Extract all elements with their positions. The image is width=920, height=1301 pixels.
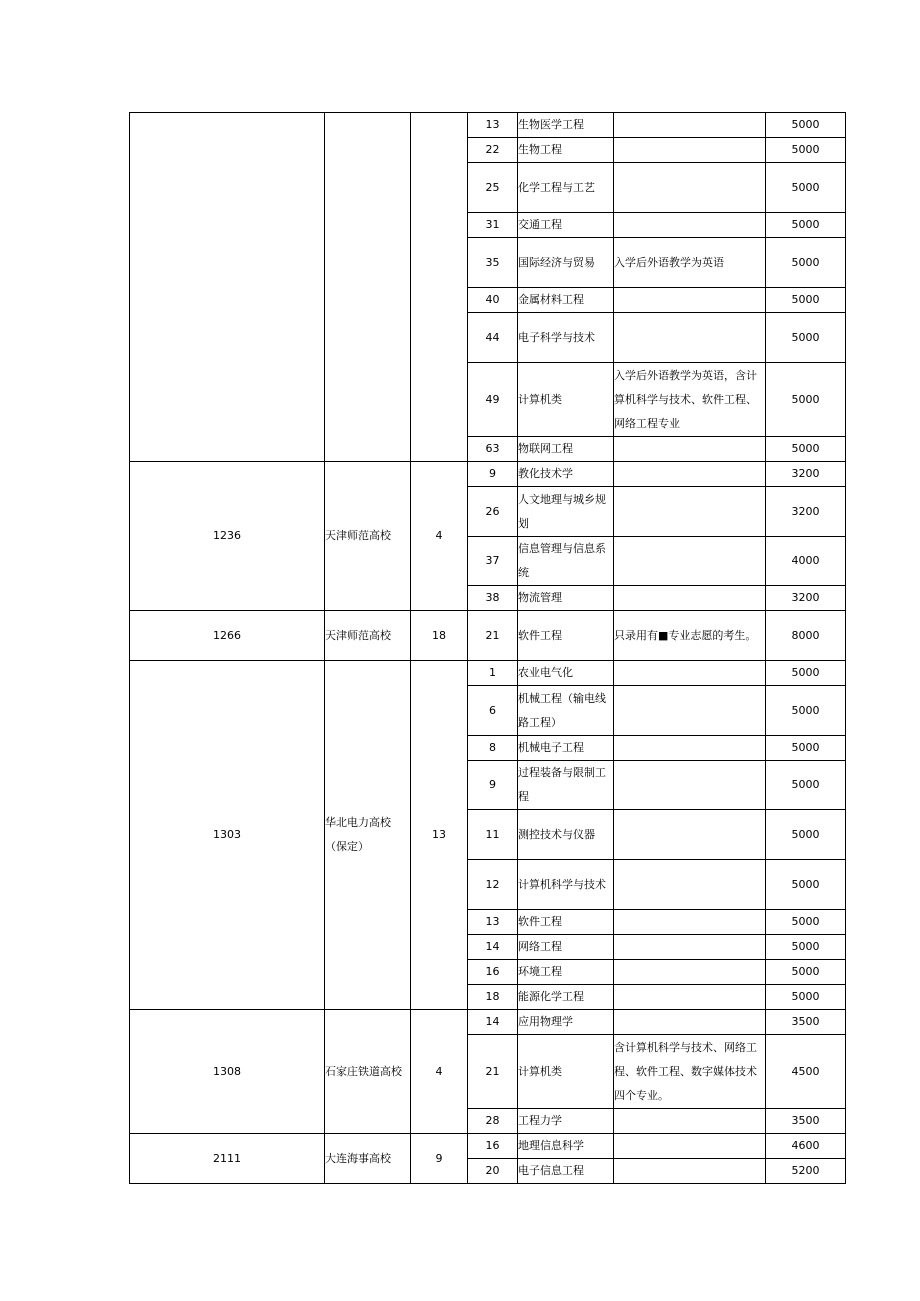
tuition-fee: 5000 bbox=[766, 935, 846, 960]
major-num: 49 bbox=[468, 363, 518, 437]
major-note bbox=[614, 860, 766, 910]
tuition-fee: 5000 bbox=[766, 213, 846, 238]
school-code-cell bbox=[130, 113, 325, 462]
major-count-cell: 4 bbox=[411, 462, 468, 611]
major-note bbox=[614, 1134, 766, 1159]
major-num: 13 bbox=[468, 910, 518, 935]
major-num: 38 bbox=[468, 586, 518, 611]
tuition-fee: 5000 bbox=[766, 288, 846, 313]
major-num: 14 bbox=[468, 1010, 518, 1035]
major-num: 6 bbox=[468, 686, 518, 736]
major-name: 电子信息工程 bbox=[518, 1159, 614, 1184]
major-name: 交通工程 bbox=[518, 213, 614, 238]
major-note bbox=[614, 462, 766, 487]
major-num: 25 bbox=[468, 163, 518, 213]
major-name: 机械工程（输电线路工程） bbox=[518, 686, 614, 736]
major-note bbox=[614, 910, 766, 935]
tuition-fee: 5000 bbox=[766, 810, 846, 860]
tuition-fee: 5000 bbox=[766, 313, 846, 363]
major-name: 化学工程与工艺 bbox=[518, 163, 614, 213]
major-name: 金属材料工程 bbox=[518, 288, 614, 313]
major-num: 31 bbox=[468, 213, 518, 238]
major-name: 电子科学与技术 bbox=[518, 313, 614, 363]
tuition-fee: 5000 bbox=[766, 910, 846, 935]
major-num: 21 bbox=[468, 1035, 518, 1109]
school-name-cell: 天津师范高校 bbox=[325, 611, 411, 661]
tuition-fee: 3500 bbox=[766, 1109, 846, 1134]
major-count-cell bbox=[411, 113, 468, 462]
major-num: 11 bbox=[468, 810, 518, 860]
major-name: 软件工程 bbox=[518, 910, 614, 935]
major-note bbox=[614, 985, 766, 1010]
major-num: 21 bbox=[468, 611, 518, 661]
major-num: 13 bbox=[468, 113, 518, 138]
major-name: 生物工程 bbox=[518, 138, 614, 163]
major-name: 网络工程 bbox=[518, 935, 614, 960]
major-name: 计算机类 bbox=[518, 1035, 614, 1109]
tuition-fee: 5000 bbox=[766, 163, 846, 213]
tuition-fee: 5000 bbox=[766, 736, 846, 761]
tuition-fee: 4000 bbox=[766, 537, 846, 586]
major-num: 22 bbox=[468, 138, 518, 163]
table-row bbox=[130, 611, 846, 661]
major-note bbox=[614, 661, 766, 686]
major-note bbox=[614, 288, 766, 313]
tuition-fee: 3200 bbox=[766, 487, 846, 537]
major-note bbox=[614, 163, 766, 213]
tuition-fee: 5000 bbox=[766, 437, 846, 462]
major-name: 物流管理 bbox=[518, 586, 614, 611]
major-name: 能源化学工程 bbox=[518, 985, 614, 1010]
major-num: 16 bbox=[468, 1134, 518, 1159]
major-note: 只录用有■专业志愿的考生。 bbox=[614, 611, 766, 661]
tuition-fee: 3200 bbox=[766, 586, 846, 611]
major-name: 信息管理与信息系统 bbox=[518, 537, 614, 586]
tuition-fee: 5000 bbox=[766, 761, 846, 810]
major-note bbox=[614, 1159, 766, 1184]
major-name: 计算机类 bbox=[518, 363, 614, 437]
major-name: 软件工程 bbox=[518, 611, 614, 661]
school-name-cell: 石家庄铁道高校 bbox=[325, 1010, 411, 1134]
major-num: 8 bbox=[468, 736, 518, 761]
major-num: 18 bbox=[468, 985, 518, 1010]
major-note bbox=[614, 586, 766, 611]
major-note bbox=[614, 437, 766, 462]
major-num: 37 bbox=[468, 537, 518, 586]
tuition-fee: 5000 bbox=[766, 238, 846, 288]
school-code-cell: 2111 bbox=[130, 1134, 325, 1184]
major-num: 35 bbox=[468, 238, 518, 288]
tuition-fee: 5000 bbox=[766, 113, 846, 138]
major-name: 生物医学工程 bbox=[518, 113, 614, 138]
tuition-fee: 4600 bbox=[766, 1134, 846, 1159]
major-note bbox=[614, 213, 766, 238]
tuition-fee: 5000 bbox=[766, 363, 846, 437]
table-row bbox=[130, 1010, 846, 1035]
major-num: 28 bbox=[468, 1109, 518, 1134]
tuition-fee: 5200 bbox=[766, 1159, 846, 1184]
major-note bbox=[614, 487, 766, 537]
major-name: 环境工程 bbox=[518, 960, 614, 985]
major-name: 过程装备与限制工程 bbox=[518, 761, 614, 810]
tuition-fee: 3500 bbox=[766, 1010, 846, 1035]
major-note bbox=[614, 138, 766, 163]
table-row bbox=[130, 113, 846, 138]
major-count-cell: 4 bbox=[411, 1010, 468, 1134]
school-code-cell: 1303 bbox=[130, 661, 325, 1010]
major-name: 物联网工程 bbox=[518, 437, 614, 462]
major-name: 地理信息科学 bbox=[518, 1134, 614, 1159]
tuition-fee: 5000 bbox=[766, 860, 846, 910]
major-name: 农业电气化 bbox=[518, 661, 614, 686]
major-num: 26 bbox=[468, 487, 518, 537]
school-code-cell: 1266 bbox=[130, 611, 325, 661]
major-note bbox=[614, 313, 766, 363]
major-num: 14 bbox=[468, 935, 518, 960]
major-count-cell: 13 bbox=[411, 661, 468, 1010]
major-note bbox=[614, 935, 766, 960]
major-name: 教化技术学 bbox=[518, 462, 614, 487]
major-name: 机械电子工程 bbox=[518, 736, 614, 761]
major-name: 测控技术与仪器 bbox=[518, 810, 614, 860]
major-num: 63 bbox=[468, 437, 518, 462]
tuition-fee: 5000 bbox=[766, 661, 846, 686]
major-note: 含计算机科学与技术、网络工程、软件工程、数字媒体技术四个专业。 bbox=[614, 1035, 766, 1109]
school-code-cell: 1236 bbox=[130, 462, 325, 611]
major-name: 人文地理与城乡规划 bbox=[518, 487, 614, 537]
major-num: 20 bbox=[468, 1159, 518, 1184]
school-name-cell bbox=[325, 113, 411, 462]
major-num: 1 bbox=[468, 661, 518, 686]
tuition-fee: 4500 bbox=[766, 1035, 846, 1109]
tuition-fee: 5000 bbox=[766, 686, 846, 736]
major-num: 12 bbox=[468, 860, 518, 910]
major-note: 入学后外语教学为英语 bbox=[614, 238, 766, 288]
major-note bbox=[614, 761, 766, 810]
tuition-fee: 3200 bbox=[766, 462, 846, 487]
major-note bbox=[614, 1109, 766, 1134]
major-note bbox=[614, 736, 766, 761]
major-name: 计算机科学与技术 bbox=[518, 860, 614, 910]
major-num: 16 bbox=[468, 960, 518, 985]
major-note: 入学后外语教学为英语，含计算机科学与技术、软件工程、网络工程专业 bbox=[614, 363, 766, 437]
tuition-fee: 8000 bbox=[766, 611, 846, 661]
major-note bbox=[614, 113, 766, 138]
major-note bbox=[614, 537, 766, 586]
admission-table bbox=[129, 112, 846, 1184]
school-name-cell: 华北电力高校（保定） bbox=[325, 661, 411, 1010]
major-count-cell: 9 bbox=[411, 1134, 468, 1184]
major-count-cell: 18 bbox=[411, 611, 468, 661]
tuition-fee: 5000 bbox=[766, 138, 846, 163]
major-num: 44 bbox=[468, 313, 518, 363]
major-num: 9 bbox=[468, 462, 518, 487]
table-row bbox=[130, 462, 846, 487]
table-row bbox=[130, 1134, 846, 1159]
major-note bbox=[614, 960, 766, 985]
tuition-fee: 5000 bbox=[766, 960, 846, 985]
major-name: 工程力学 bbox=[518, 1109, 614, 1134]
major-num: 9 bbox=[468, 761, 518, 810]
major-note bbox=[614, 1010, 766, 1035]
tuition-fee: 5000 bbox=[766, 985, 846, 1010]
school-name-cell: 大连海事高校 bbox=[325, 1134, 411, 1184]
major-num: 40 bbox=[468, 288, 518, 313]
major-name: 国际经济与贸易 bbox=[518, 238, 614, 288]
major-note bbox=[614, 686, 766, 736]
major-note bbox=[614, 810, 766, 860]
major-name: 应用物理学 bbox=[518, 1010, 614, 1035]
school-name-cell: 天津师范高校 bbox=[325, 462, 411, 611]
school-code-cell: 1308 bbox=[130, 1010, 325, 1134]
table-row bbox=[130, 661, 846, 686]
